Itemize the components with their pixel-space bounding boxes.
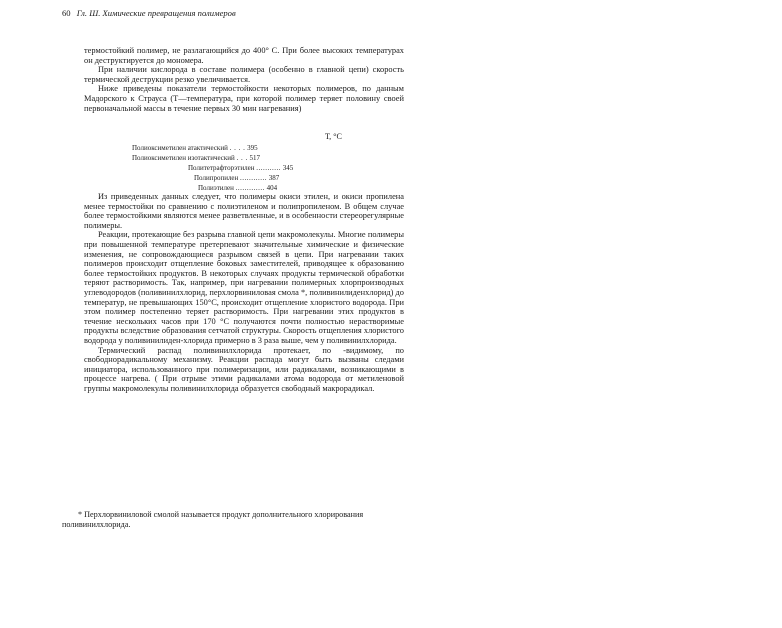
table-row <box>132 143 293 153</box>
polymer-name: Политетрафторэтилен <box>188 164 255 172</box>
footnote-text: * Перхлорвиниловой смолой называется продукт дополнительного хлорирования поливинилхлорида. <box>62 510 364 529</box>
temperature-value: 387 <box>268 174 280 182</box>
paragraph: Термический распад поливинилхлорида протекает, по -видимому, по свободнорадикальному механизму. Реакции распада могут быть вызваны следами инициатора, использованного при полимеризации, или радикалами, возникающими в процессе нагрева. ( При отрыве этими радикалами атома водорода от метиленовой группы макромолекулы поливинилхлорида образуется свободный макрорадикал. <box>84 345 404 393</box>
running-title: Гл. Ш. Химические превращения полимеров <box>76 8 236 18</box>
table-unit-label: Т, °С <box>325 132 343 141</box>
temperature-value: 345 <box>282 164 294 172</box>
paragraph: Ниже приведены показатели термостойкости некоторых полимеров, по данным Мадорского к Страуса (Т—температура, при которой полимер теряет половину своей первоначальной массы в течение первых 30 мин нагревания) <box>84 84 404 113</box>
polymer-name: Полиоксиметилен изотактический <box>132 154 235 162</box>
temperature-value: 517 <box>249 154 261 162</box>
leader-dots: ............ <box>240 174 268 182</box>
table-row <box>132 153 293 163</box>
table-row <box>188 163 293 173</box>
table-row <box>194 173 293 183</box>
temperature-value: 395 <box>247 144 258 152</box>
leader-dots: ............. <box>235 184 265 192</box>
polymer-name: Полипропилен <box>194 174 239 182</box>
thermal-stability-table <box>132 143 293 193</box>
leader-dots: ........... <box>256 164 281 172</box>
running-header <box>62 8 236 18</box>
paragraph: термостойкий полимер, не разлагающийся до 400° С. При более высоких температурах он деструктируется до мономера. <box>84 46 404 65</box>
paragraph: При наличии кислорода в составе полимера (особенно в главной цепи) скорость термической деструкции резко увеличивается. <box>84 65 404 84</box>
main-text-block <box>84 192 404 393</box>
leader-dots: . . . . <box>229 144 246 152</box>
temperature-value: 404 <box>266 184 278 192</box>
polymer-name: Полиоксиметилен атактический <box>132 144 228 152</box>
intro-text-block <box>84 46 404 113</box>
leader-dots: . . . <box>236 154 248 162</box>
footnote <box>62 510 392 529</box>
paragraph: Реакции, протекающие без разрыва главной цепи макромолекулы. Многие полимеры при повышенной температуре претерпевают значительные химические и физические изменения, не сопровождающиеся разрывом связей в цепи. При нагревании таких полимеров происходит отщепление боковых заместителей, приводящее к образованию более термостойких продуктов. В некоторых случаях продукты термической обработки теряют растворимость. Так, например, при нагревании полимерных хлорпроизводных углеводородов (поливинилхлорид, перхлорвиниловая смола *, поливинилиденхлорид) до температур, не превышающих 150°С, происходит отщепление хлористого водорода. При этом полимер постепенно теряет растворимость. При нагревании этих продуктов в течение нескольких часов при 170 °С получаются почти полностью нерастворимые продукты вследствие образования сетчатой структуры. Скорость отщепления хлористого водорода у поливинилиден-хлорида примерно в 3 раза выше, чем у поливинилхлорида. <box>84 230 404 345</box>
page-number: 60 <box>62 8 71 18</box>
polymer-name: Полиэтилен <box>198 184 234 192</box>
paragraph: Из приведенных данных следует, что полимеры окиси этилен, и окиси пропилена менее термостойки по сравнению с полиэтиленом и полипропиленом. В общем случае более термостойкими являются менее разветвленные, и в особенности стереорегулярные полимеры. <box>84 192 404 230</box>
